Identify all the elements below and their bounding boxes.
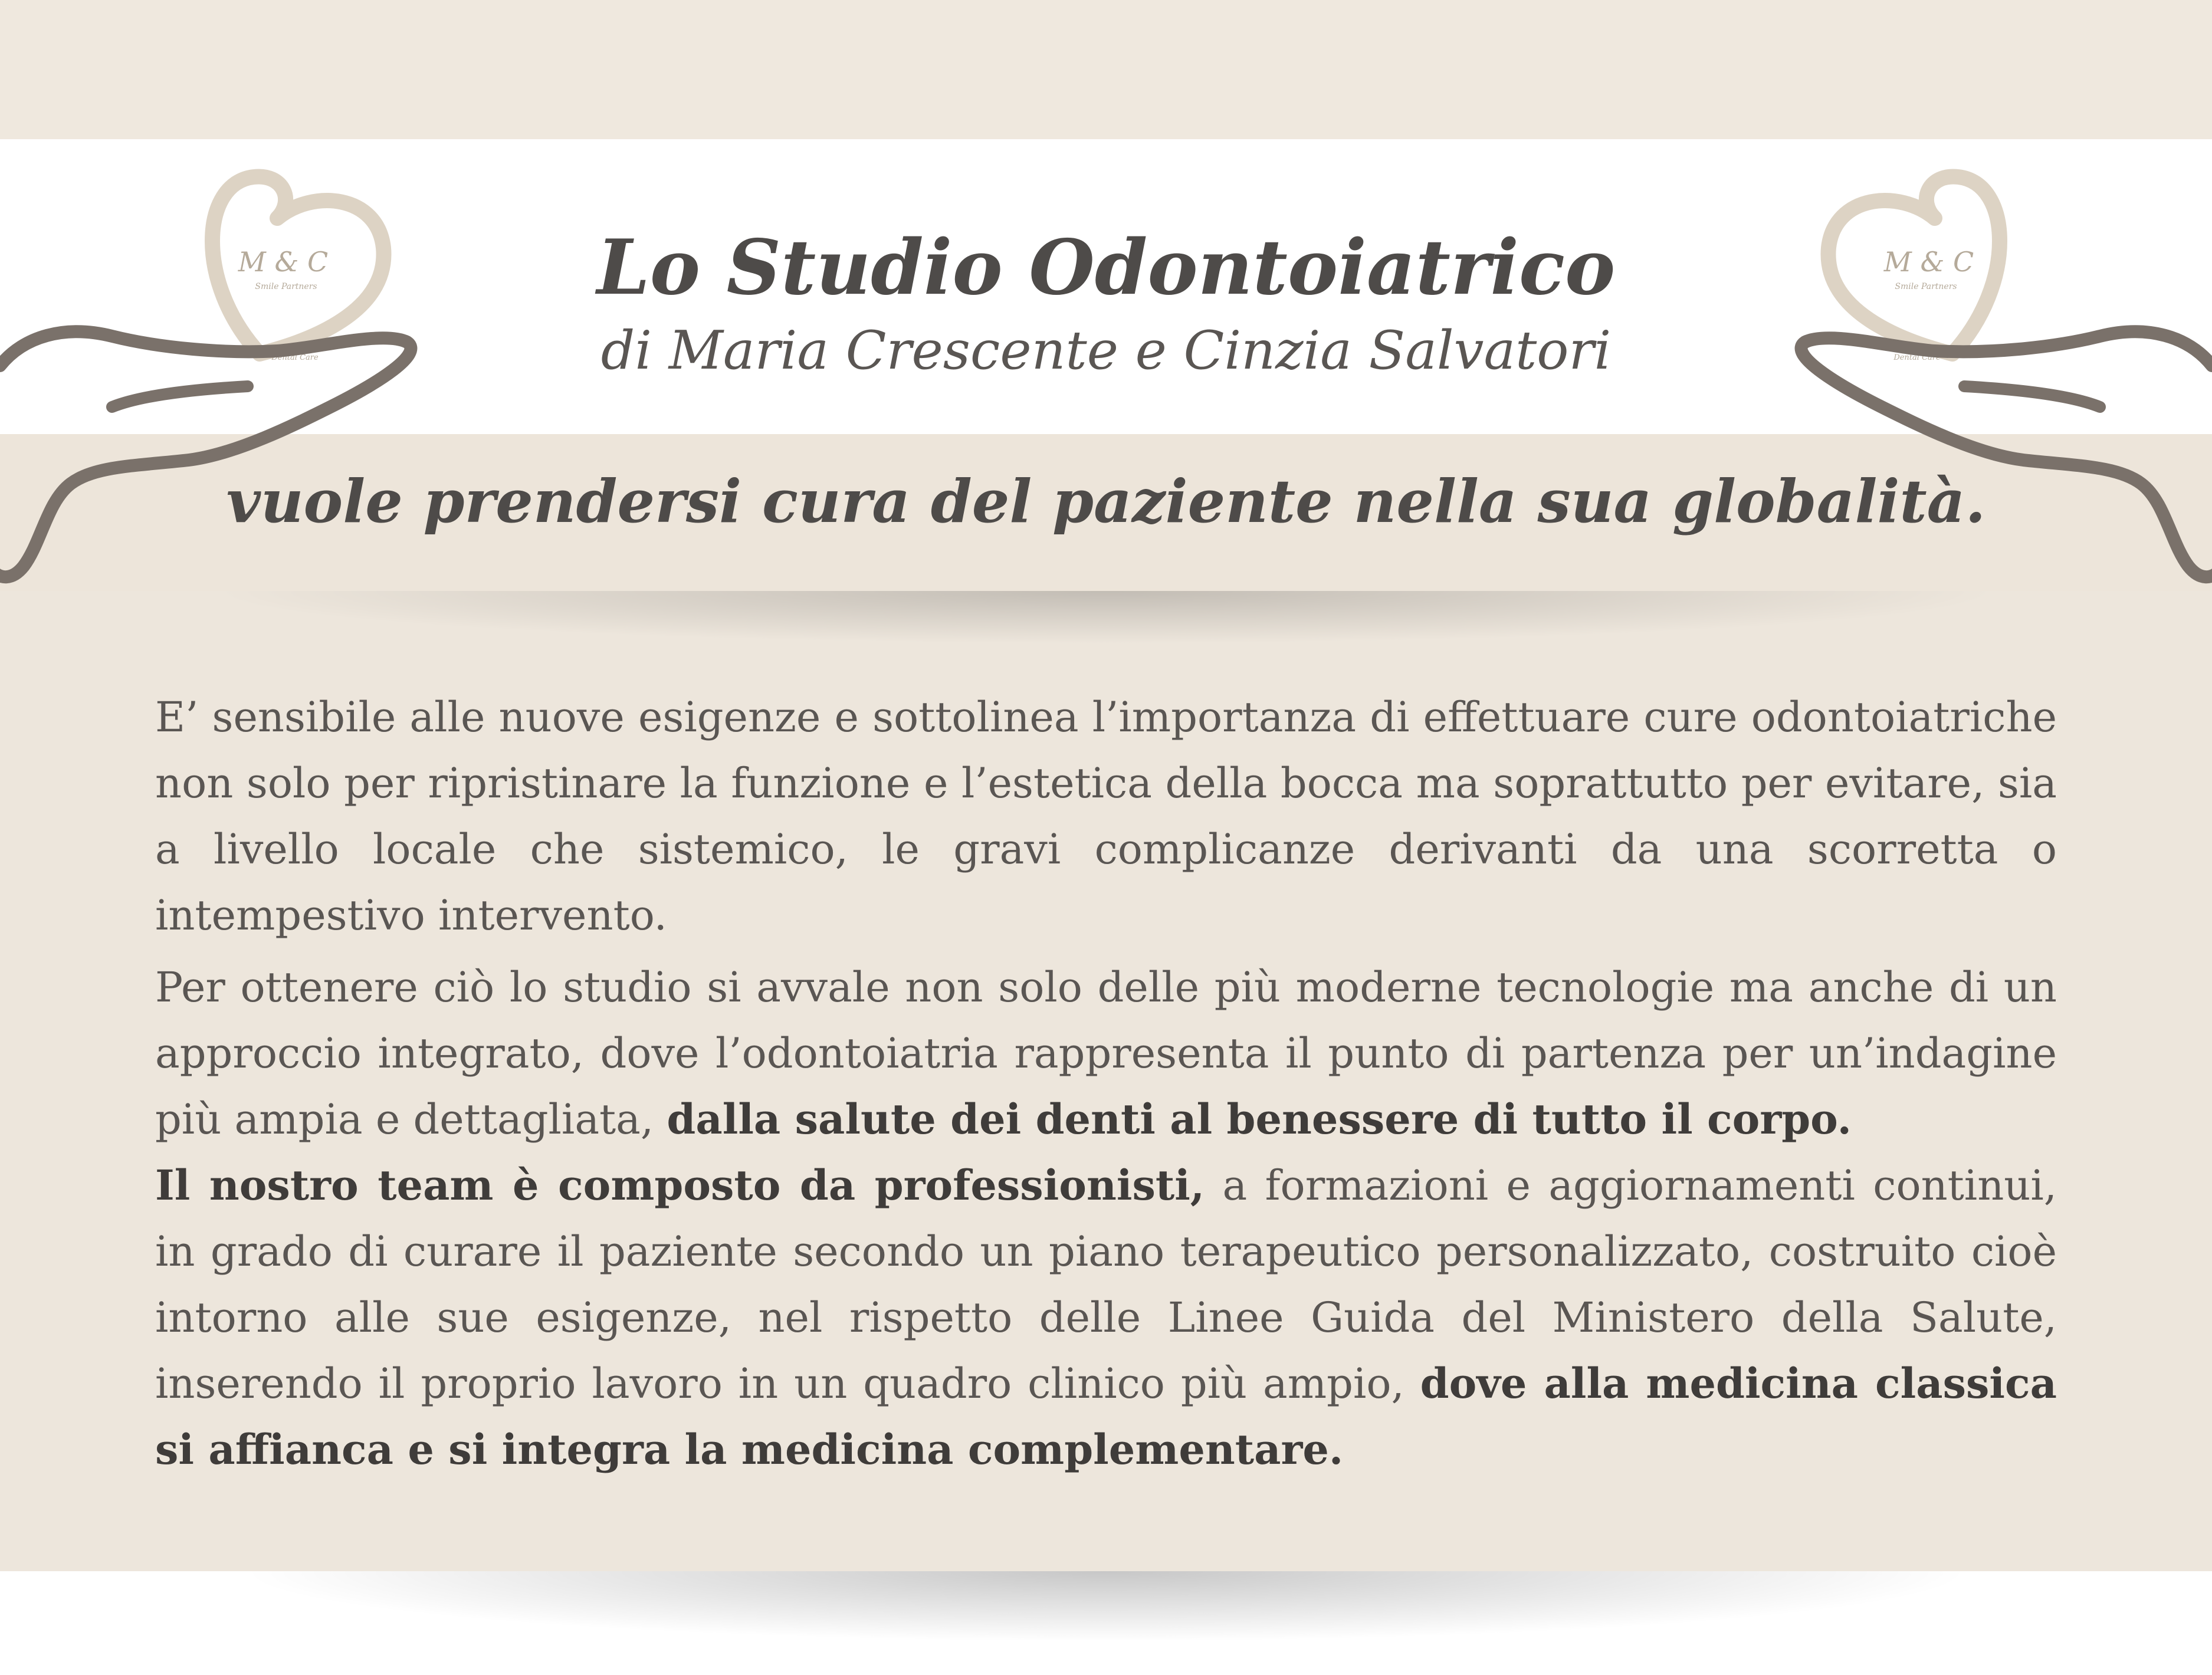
logo-initials: M & C [238, 246, 329, 278]
page-title: Lo Studio Odontoiatrico [596, 224, 1616, 312]
page-subtitle: di Maria Crescente e Cinzia Salvatori [600, 320, 1612, 382]
logo-line1: Smile Partners [1895, 282, 1957, 291]
paragraph-3-bold-end: dove alla medicina classica si affianca e si integra la medicina complementare. [155, 1359, 2057, 1474]
paragraph-1: E’ sensibile alle nuove esigenze e sottolinea l’importanza di effettuare cure odontoiatriche non solo per ripristinare la funzione e l’estetica della bocca ma soprattutto per evitare, sia a livello locale che sistemico, le gravi complicanze derivanti da una scorretta o intempestivo intervento. [155, 693, 2057, 940]
paragraph-3-bold-start: Il nostro team è composto da professionisti, [155, 1161, 1205, 1210]
bottom-shadow [236, 1571, 1976, 1642]
body-text [155, 684, 2057, 1489]
logo-line2: Dental Care [1893, 353, 1941, 362]
paragraph-3-text: a formazioni e aggiornamenti continui, in grado di curare il paziente secondo un piano terapeutico personalizzato, costruito cioè intorno alle sue esigenze, nel rispetto delle Linee Guida del Ministero della Salute, inserendo il proprio lavoro in un quadro clinico più ampio, [155, 1161, 2057, 1408]
logo-line2: Dental Care [271, 353, 319, 362]
paragraph-2-text: Per ottenere ciò lo studio si avvale non solo delle più moderne tecnologie ma anche di un approccio integrato, dove l’odontoiatria rappresenta il punto di partenza per un’indagine più ampia e dettagliata, [155, 963, 2057, 1144]
paragraph-2-bold: dalla salute dei denti al benessere di tutto il corpo. [667, 1095, 1852, 1144]
tagline: vuole prendersi cura del paziente nella sua globalità. [226, 467, 1986, 536]
logo-line1: Smile Partners [255, 282, 317, 291]
paragraph-2 [155, 954, 2057, 1483]
top-band [0, 0, 2212, 139]
logo-initials: M & C [1883, 246, 1974, 278]
